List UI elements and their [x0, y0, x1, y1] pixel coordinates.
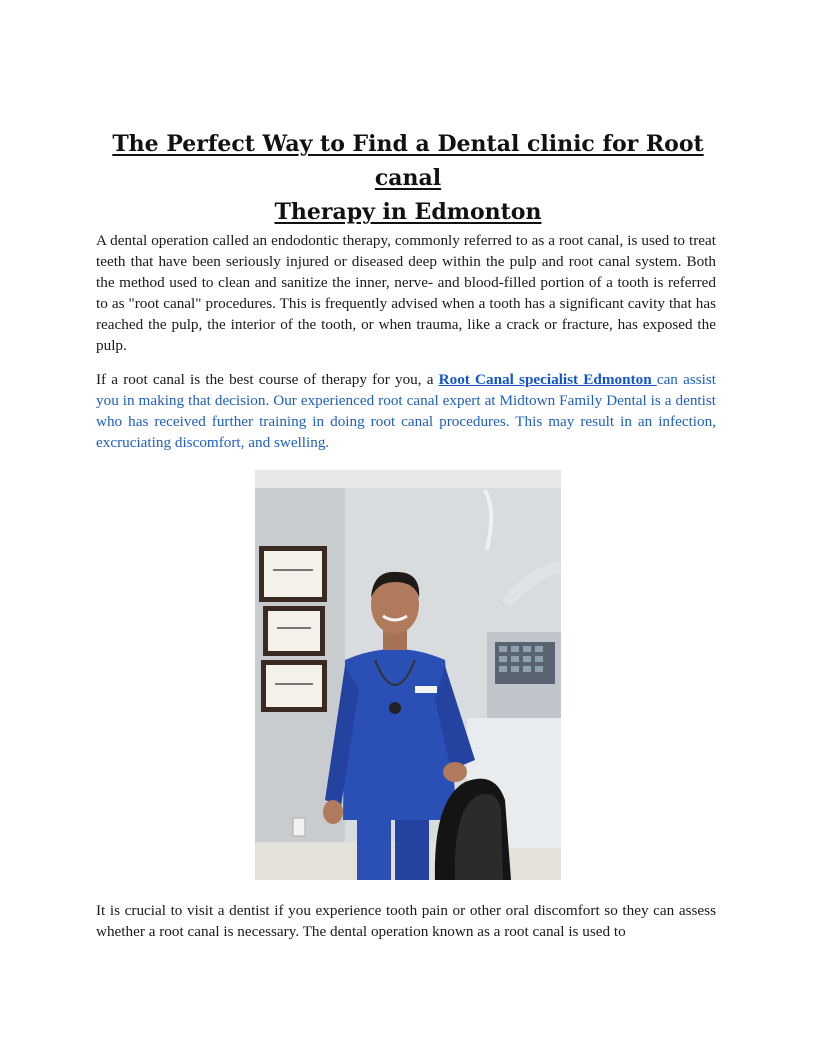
- specialist-lead-text: If a root canal is the best course of therapy for you, a: [96, 371, 439, 388]
- dentist-photo: [255, 470, 561, 880]
- diploma-frames: [259, 546, 327, 712]
- title-line-2: Therapy in Edmonton: [274, 199, 542, 225]
- root-canal-specialist-link[interactable]: Root Canal specialist Edmonton: [438, 371, 657, 388]
- specialist-paragraph: [96, 369, 716, 453]
- specialist-rest-text: can assist you in making that decision. Our experienced root canal expert at Midtown Family Dental is a dentist who has received further training in doing root canal procedures. This may result in an infection, excruciating discomfort, and swelling.: [96, 371, 716, 451]
- title-line-1: The Perfect Way to Find a Dental clinic for Root canal: [112, 131, 704, 191]
- closing-paragraph: It is crucial to visit a dentist if you experience tooth pain or other oral discomfort so they can assess whether a root canal is necessary. The dental operation known as a root canal is used to: [96, 902, 716, 940]
- intro-paragraph: A dental operation called an endodontic therapy, commonly referred to as a root canal, is used to treat teeth that have been seriously injured or diseased deep within the pulp and root canal system. Both the method used to clean and sanitize the inner, nerve- and blood-filled portion of a tooth is referred to as "root canal" procedures. This is frequently advised when a tooth has a significant cavity that has reached the pulp, the interior of the tooth, or when trauma, like a crack or fracture, has exposed the pulp.: [96, 232, 716, 354]
- page-title: [96, 127, 720, 229]
